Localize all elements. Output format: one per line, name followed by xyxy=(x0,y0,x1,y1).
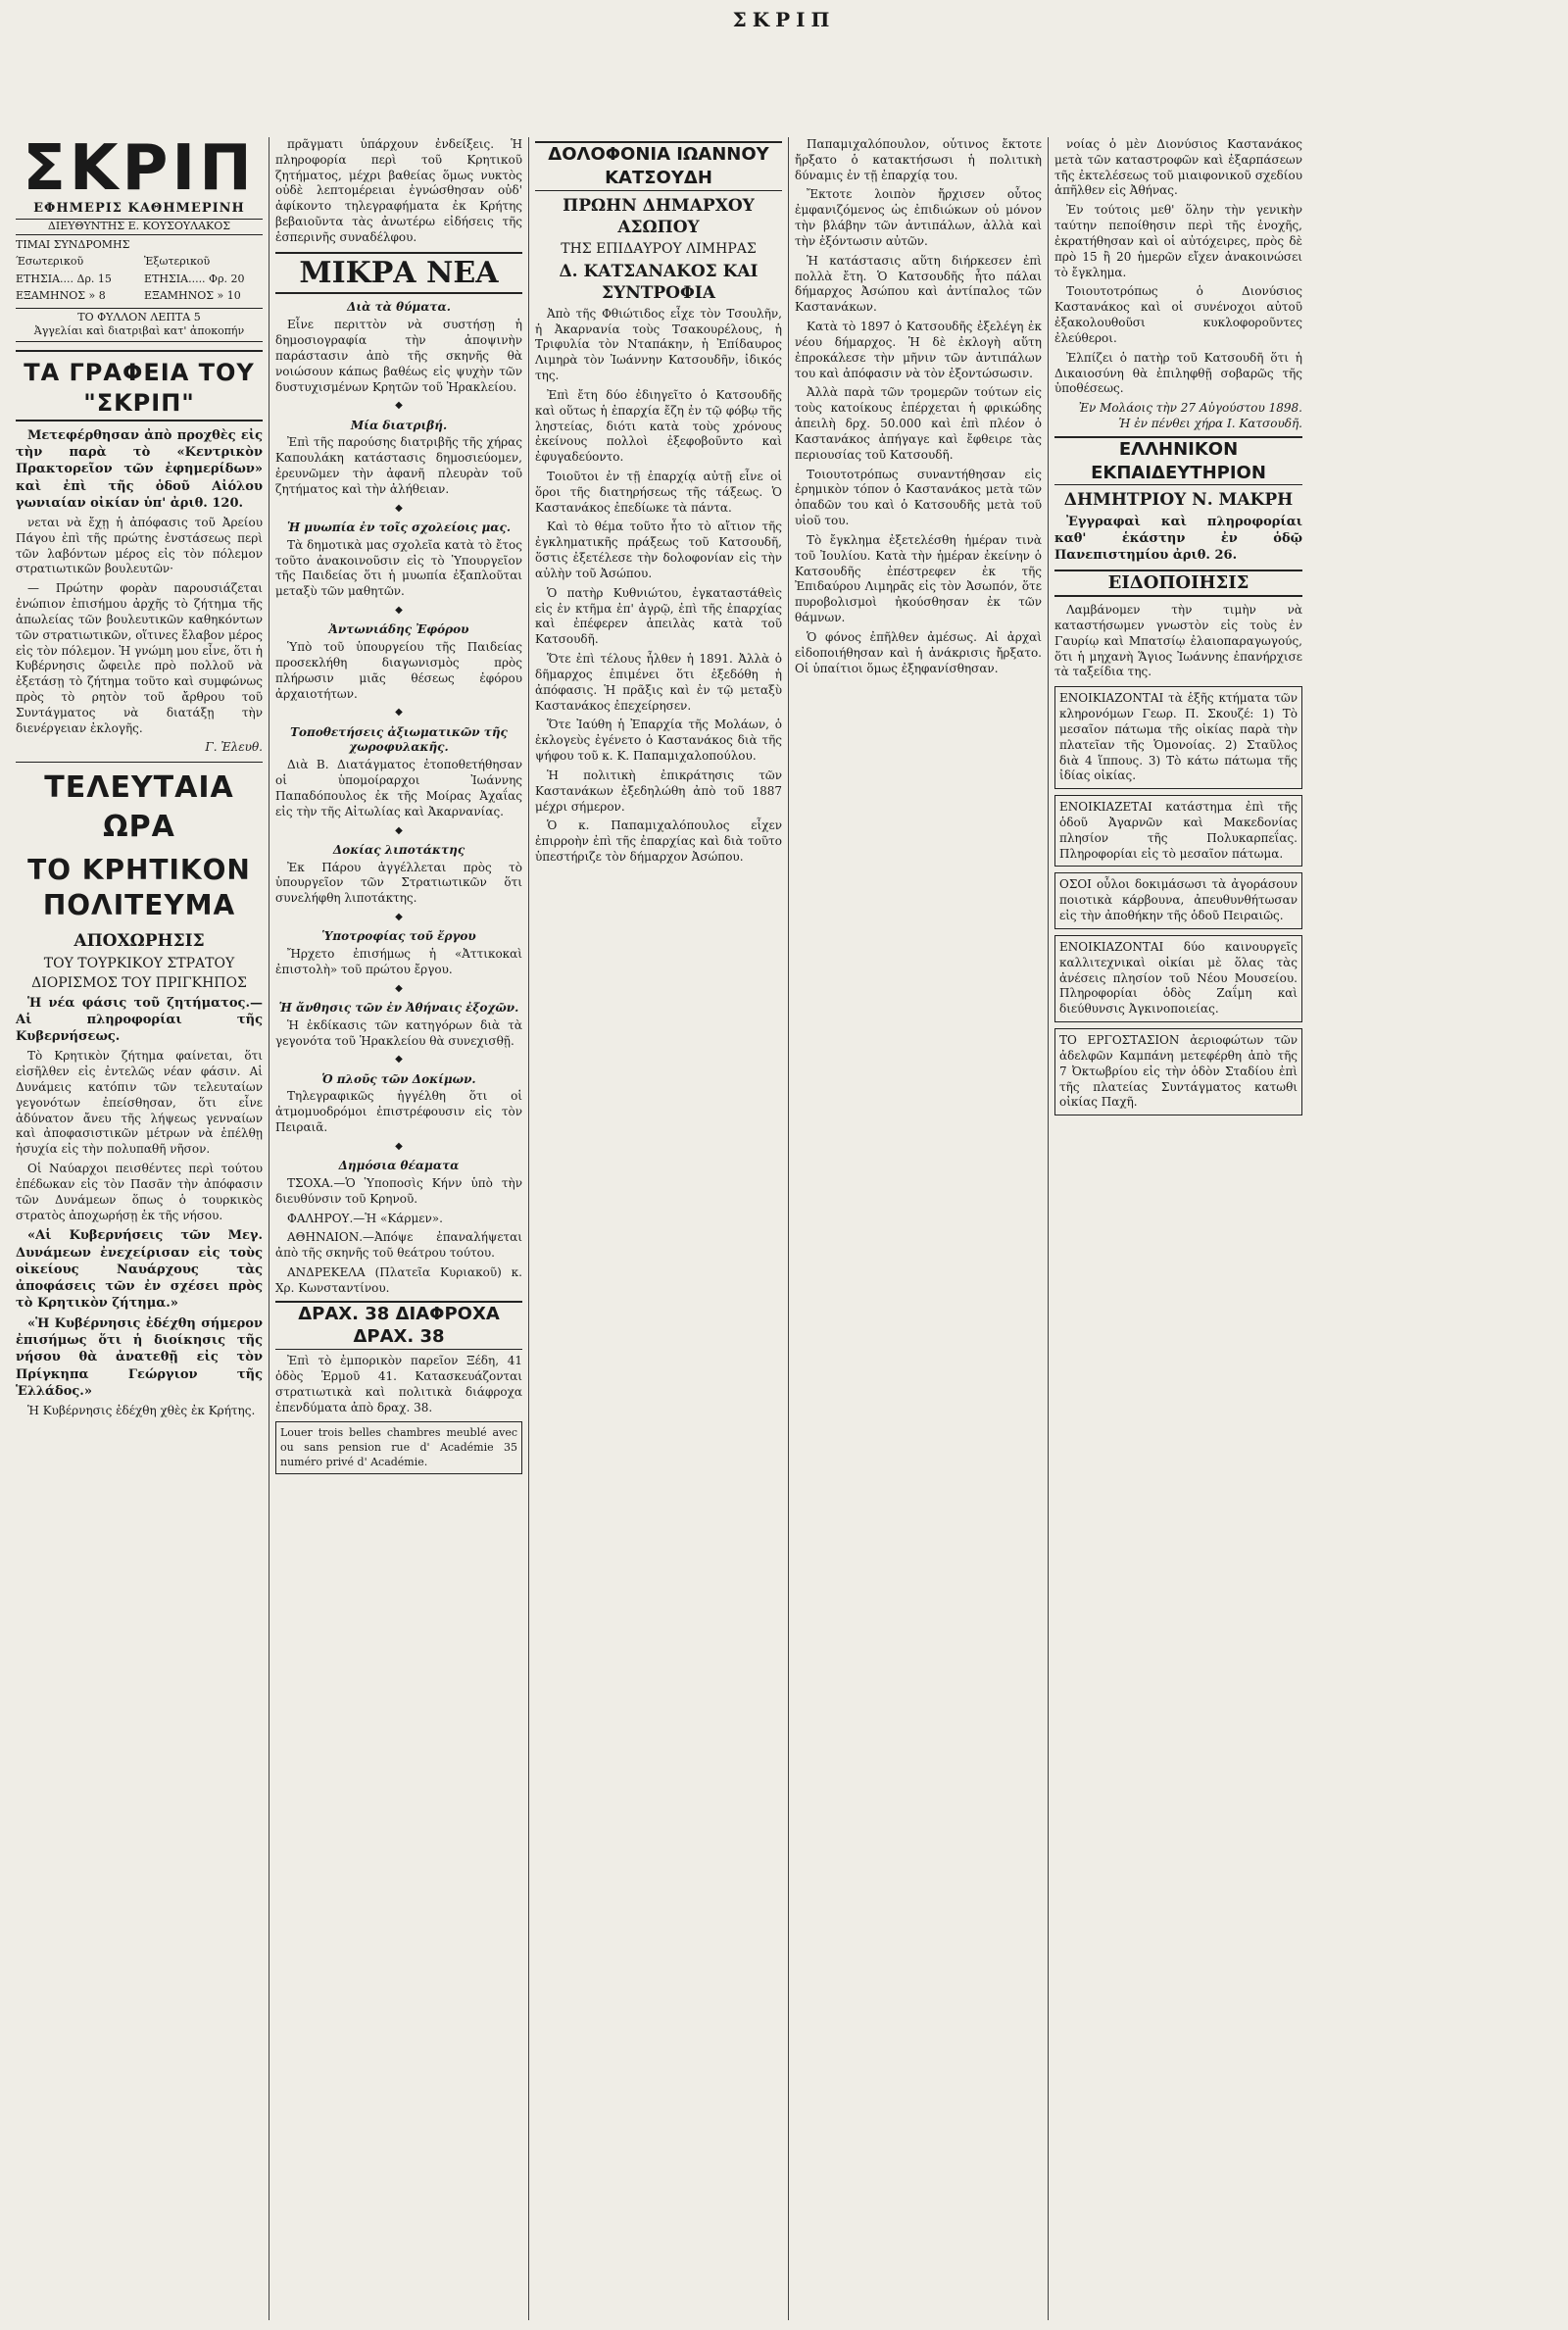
offices-title: ΤΑ ΓΡΑΦΕΙΑ ΤΟΥ "ΣΚΡΙΠ" xyxy=(16,358,263,421)
signature: Ἡ ἐν πένθει χήρα Ι. Κατσουδῆ. xyxy=(1118,417,1302,431)
masthead-notice: ΤΟ ΦΥΛΛΟΝ ΛΕΠΤΑ 5 Ἀγγελίαι καὶ διατριβαὶ κατ' ἀποκοπήν xyxy=(16,308,263,342)
article-text: Ὁ πατὴρ Κυθνιώτου, ἐγκαταστάθεὶς εἰς ἐν κτῆμα ἐπ' ἀγρῷ, ἐπὶ τῆς ἐπαρχίας καὶ ἐπέφερεν ἀπειλὰς κατὰ τοῦ Κατσουδῆ. xyxy=(535,585,782,647)
article-text: «Αἱ Κυβερνήσεις τῶν Μεγ. Δυνάμεων ἐνεχείρισαν εἰς τοὺς οἰκείους Ναυάρχους τὰς ἀποφάσεις τῶν ἐν σχέσει πρὸς τὸ Κρητικὸν ζήτημα.» xyxy=(16,1228,263,1311)
article-text: Ὅτε Ἰαύθη ἡ Ἐπαρχία τῆς Μολάων, ὁ ἐκλογεὺς ἐγένετο ὁ Καστανάκος διὰ τῆς ψήφου τοῦ κ. Κ. Παπαμιχαλοπούλου. xyxy=(535,718,782,764)
letter-date: Ἐν Μολάοις τὴν 27 Αὐγούστου 1898. xyxy=(1078,401,1302,416)
school-title: ΕΛΛΗΝΙΚΟΝ ΕΚΠΑΙΔΕΥΤΗΡΙΟΝ xyxy=(1054,436,1302,486)
column-4 xyxy=(789,137,1049,2320)
theatre-listing: ΑΝΔΡΕΚΕΛΑ (Πλατεῖα Κυριακοῦ) κ. Χρ. Κωνσταντίνου. xyxy=(275,1265,522,1295)
withdrawal-title: ΑΠΟΧΩΡΗΣΙΣ xyxy=(74,931,205,952)
theatre-listing: ΤΣΟΧΑ.—Ὁ Ὑποποσὶς Κήνν ὑπὸ τὴν διευθύνσιν τοῦ Κρηνοῦ. xyxy=(275,1175,522,1206)
price-annual-interior: ΕΤΗΣΙΑ.... Δρ. 15 xyxy=(16,272,112,285)
columns xyxy=(10,137,1558,2320)
price-exterior-label: Ἐξωτερικοῦ xyxy=(144,255,211,269)
prices-labels xyxy=(16,255,263,270)
article-text: Καὶ τὸ θέμα τοῦτο ἦτο τὸ αἴτιον τῆς ἐγκληματικῆς πράξεως τοῦ Κατσουδῆ, ὅστις ἐξετέλεσε τὴν δολοφονίαν εἰς τὴν αὐλὴν τοῦ Ἀσώπου. xyxy=(535,520,782,580)
diamond-ornament-icon: ◆ xyxy=(395,400,403,412)
article-text: Ἀλλὰ παρὰ τῶν τρομερῶν τούτων εἰς τοὺς κατοίκους ἐπέρχεται ἡ φρικώδης ἀπειλὴ δρχ. 50.000 καὶ ἐπὶ πλέον ὁ Καστανάκος ἀπήγαγε καὶ ἔφθειρε τὰς περιουσίας τοῦ Κατσουδῆ. xyxy=(795,385,1042,462)
article-text: «Ἡ Κυβέρνησις ἐδέχθη σήμερον ἐπισήμως ὅτι ἡ διοίκησις τῆς νήσου θὰ ἀνατεθῇ εἰς τὸν Πρίγκηπα Γεώργιον τῆς Ἑλλάδος.» xyxy=(16,1316,263,1399)
article-text: Παπαμιχαλόπουλον, οὗτινος ἔκτοτε ἤρξατο ὁ κατακτήσωσι ἡ πολιτικὴ δύναμις ἐν τῇ ἐπαρχίᾳ του. xyxy=(795,137,1042,182)
article-text: Οἱ Ναύαρχοι πεισθέντες περὶ τούτου ἐπέδωκαν εἰς τὸν Πασᾶν τὴν ἀπόφασιν τῶν Δυνάμεων ὅπως ὁ τουρκικὸς στρατὸς ἀποχωρήσῃ ἐκ τῆς νήσου. xyxy=(16,1162,263,1222)
turkish-army-title: ΤΟΥ ΤΟΥΡΚΙΚΟΥ ΣΤΡΑΤΟΥ xyxy=(43,955,235,971)
mikra-nea-title: ΜΙΚΡΑ ΝΕΑ xyxy=(275,252,522,295)
diamond-ornament-icon: ◆ xyxy=(395,982,403,994)
news-item-title: Ἡ ἄνθησις τῶν ἐν Ἀθήναις ἐξοχῶν. xyxy=(278,1000,519,1015)
masthead-director: ΔΙΕΥΘΥΝΤΗΣ Ε. ΚΟΥΣΟΥΛΑΚΟΣ xyxy=(16,219,263,235)
prince-title: ΔΙΟΡΙΣΜΟΣ ΤΟΥ ΠΡΙΓΚΗΠΟΣ xyxy=(31,975,247,992)
column-3 xyxy=(529,137,789,2320)
news-item-text: Εἶνε περιττὸν νὰ συστήσῃ ἡ δημοσιογραφία τὴν ἀποψινὴν παράστασιν ἀπὸ τῆς σκηνῆς θὰ νοιώσουν κάπως βαθέως εἰς ψυχὴν τῶν δυστυχισμένων Κρητῶν τοῦ Ἡρακλείου. xyxy=(275,318,522,394)
charcoal-ad: ΟΣΟΙ οὖλοι δοκιμάσωσι τὰ ἀγοράσουν ποιοτικὰ κάρβουνα, ἀπευθυνθήτωσαν εἰς τὴν ἀποθήκην τῆς ὁδοῦ Πειραιῶς. xyxy=(1054,872,1302,928)
news-item-title: Διὰ τὰ θύματα. xyxy=(347,300,451,315)
diamond-ornament-icon: ◆ xyxy=(395,502,403,514)
article-text: Ἡ πολιτικὴ ἐπικράτησις τῶν Καστανάκων ἐξεδηλώθη ἀπὸ τοῦ 1887 μέχρι σήμερον. xyxy=(535,768,782,814)
shop-rental-ad: ΕΝΟΙΚΙΑΖΕΤΑΙ κατάστημα ἐπὶ τῆς ὁδοῦ Ἀγαρνῶν καὶ Μακεδονίας πλησίον τῆς Πολυκαρπεΐας. Πληροφορίαι εἰς τὸ μεσαῖον πάτωμα. xyxy=(1054,795,1302,867)
theatre-listing: ΑΘΗΝΑΙΟΝ.—Ἀπόψε ἐπαναλήψεται ἀπὸ τῆς σκηνῆς τοῦ θεάτρου τούτου. xyxy=(275,1230,522,1261)
murder-title: ΔΟΛΟΦΟΝΙΑ ΙΩΑΝΝΟΥ ΚΑΤΣΟΥΔΗ xyxy=(535,141,782,191)
rooms-ad: Louer trois belles chambres meublé avec ou sans pension rue d' Académie 35 numéro privé d' Académie. xyxy=(275,1421,522,1474)
murder-subtitle-3: Δ. ΚΑΤΣΑΝΑΚΟΣ ΚΑΙ ΣΥΝΤΡΟΦΙΑ xyxy=(559,261,759,304)
news-item-title: Ὁ πλοῦς τῶν Δοκίμων. xyxy=(321,1071,476,1086)
news-item-text: Ἐπὶ τῆς παρούσης διατριβῆς τῆς χήρας Καπουλάκη κατάστασις δημοσιεύομεν, ἐρευνῶμεν τὴν ἀφανῆ πλευρὰν τοῦ ζητήματος καὶ τὴν ἀλήθειαν. xyxy=(275,435,522,496)
prices-head: ΤΙΜΑΙ ΣΥΝΔΡΟΜΗΣ xyxy=(16,237,130,251)
masthead-title: ΣΚΡΙΠ xyxy=(23,137,256,205)
factory-ad: ΤΟ ΕΡΓΟΣΤΑΣΙΟΝ ἀεριοφώτων τῶν ἀδελφῶν Καμπάνη μετεφέρθη ἀπὸ τῆς 7 Ὀκτωβρίου εἰς τὴν ὁδὸν Σταδίου ἐπὶ τῆς πλατείας Συντάγματος κατωθι οἰκίας Παχῆ. xyxy=(1054,1028,1302,1115)
diamond-ornament-icon: ◆ xyxy=(395,1054,403,1066)
signature: Γ. Ἐλευθ. xyxy=(205,740,263,755)
masthead-subtitle: ΕΦΗΜΕΡΙΣ ΚΑΘΗΜΕΡΙΝΗ xyxy=(33,201,245,216)
article-text: — Πρώτην φορὰν παρουσιάζεται ἐνώπιον ἐπισήμου ἀρχῆς τὸ ζήτημα τῆς ἀπωλείας τῶν βουλευτικῶν καθηκόντων τῶν στρατιωτικῶν, οἵτινες ἔλαβον μέρος εἰς τὸν πόλεμον. Ἡ γνώμη μου εἶνε, ὅτι ἡ Κυβέρνησις ὤφειλε πρὸ πολλοῦ νὰ ἐξετάσῃ τὸ ζήτημα τοῦτο καὶ συμφώνως πρὸς τὸ ρητὸν τοῦ ἄρθρου τοῦ Συντάγματος νὰ διατάξῃ τὴν διενέργειαν ἐκλογῆς. xyxy=(16,581,263,735)
news-item-text: Τὰ δημοτικὰ μας σχολεῖα κατὰ τὸ ἔτος τοῦτο ἀνακοινοῦσιν εἰς τὸ Ὑπουργεῖον τῆς Παιδείας ὅτι ἡ μυωπία ἐξαπλοῦται μεταξὺ τῶν μαθητῶν. xyxy=(275,537,522,599)
news-item-title: Ἀντωνιάδης Ἐφόρου xyxy=(328,622,469,637)
news-item-text: Διὰ Β. Διατάγματος ἐτοποθετήθησαν οἱ ὑπομοίραρχοι Ἰωάννης Παπαδόπουλος ἐκ τῆς Μοίρας Ἀχαΐας εἰς τὴν τῆς Αἰτωλίας καὶ Ἀκαρνανίας. xyxy=(275,758,522,818)
article-text: νεται νὰ ἔχῃ ἡ ἀπόφασις τοῦ Ἀρείου Πάγου ἐπὶ τῆς πρώτης ἐνστάσεως περὶ τῶν λαβόντων μέρος εἰς τὸν πόλεμον στρατιωτικῶν βουλευτῶν· xyxy=(16,515,263,576)
school-info: Ἐγγραφαὶ καὶ πληροφορίαι καθ' ἑκάστην ἐν ὁδῷ Πανεπιστημίου ἀριθ. 26. xyxy=(1054,514,1302,564)
article-text: Ὁ φόνος ἐπῆλθεν ἀμέσως. Αἱ ἀρχαὶ εἰδοποιήθησαν καὶ ἡ ἀνάκρισις ἤρξατο. Οἱ ὑπαίτιοι ὅμως ἐξηφανίσθησαν. xyxy=(795,629,1042,675)
article-text: Ἡ κατάστασις αὕτη διήρκεσεν ἐπὶ πολλὰ ἔτη. Ὁ Κατσουδῆς ἦτο πάλαι δήμαρχος Ἀσώπου καὶ ἀντίπαλος τῶν Καστανάκων. xyxy=(795,253,1042,315)
theatre-listing: ΦΑΛΗΡΟΥ.—Ἡ «Κάρμεν». xyxy=(287,1211,443,1225)
article-text: πρᾶγματι ὑπάρχουν ἐνδείξεις. Ἡ πληροφορία περὶ τοῦ Κρητικοῦ ζητήματος, μέχρι βαθείας ὅμως νυκτὸς οὐδὲ λεπτομέρειαι ἐγνώσθησαν οὐδ' ἀφίκοντο τηλεγραφήματα ἐκ Κρήτης βεβαιοῦντα τὰς ἀνωτέρω εἰδήσεις τῆς ἑσπερινῆς συναδέλφου. xyxy=(275,137,522,244)
news-item-title: Τοποθετήσεις ἀξιωματικῶν τῆς χωροφυλακῆς. xyxy=(290,724,508,755)
article-text: Τὸ ἔγκλημα ἐξετελέσθη ἡμέραν τινὰ τοῦ Ἰουλίου. Κατὰ τὴν ἡμέραν ἐκείνην ὁ Κατσουδῆς ἐπέστρεφεν ἐκ τῆς Ἐπιδαύρου Λιμηρᾶς εἰς τὸν Ἀσωπόν, ὅτε πυροβολισμοὶ ἠκούσθησαν ἐκ τῶν θάμνων. xyxy=(795,532,1042,625)
article-text: Κατὰ τὸ 1897 ὁ Κατσουδῆς ἐξελέγη ἐκ νέου δήμαρχος. Ἡ δὲ ἐκλογὴ αὕτη ἐπροκάλεσε τὴν μῆνιν τῶν ἀντιπάλων του καὶ ἀπόφασιν νὰ τὸν ἐξοντώσωσιν. xyxy=(795,320,1042,380)
murder-subtitle-2: ΤΗΣ ΕΠΙΔΑΥΡΟΥ ΛΙΜΗΡΑΣ xyxy=(561,241,757,258)
news-item-text: Τηλεγραφικῶς ἠγγέλθη ὅτι οἱ ἀτμομυοδρόμοι ἐπιστρέφουσιν εἰς τὸν Πειραιᾶ. xyxy=(275,1089,522,1135)
rental-ad: ΕΝΟΙΚΙΑΖΟΝΤΑΙ τὰ ἑξῆς κτήματα τῶν κληρονόμων Γεωρ. Π. Σκουζέ: 1) Τὸ μεσαῖον πάτωμα τῆς οἰκίας παρὰ τὴν πλατεῖαν τῆς Ὁμονοίας. 2) Σταῦλος διὰ 4 ἵππους. 3) Τὸ κάτω πάτωμα τῆς ἰδίας οἰκίας. xyxy=(1054,686,1302,789)
news-item-text: Ὑπὸ τοῦ ὑπουργείου τῆς Παιδείας προσεκλήθη διαγωνισμὸς πρὸς πλήρωσιν μιᾶς θέσεως ἐφόρου ἀρχαιοτήτων. xyxy=(275,640,522,701)
houses-rental-ad: ΕΝΟΙΚΙΑΖΟΝΤΑΙ δύο καινουργεῖς καλλιτεχνικαὶ οἰκίαι μὲ ὅλας τὰς ἀνέσεις πλησίον τοῦ Νέου Μουσείου. Πληροφορίαι ὁδὸς Ζαΐμη καὶ διεύθυνσις Ἀγκινοποιείας. xyxy=(1054,935,1302,1022)
article-text: Ἐλπίζει ὁ πατὴρ τοῦ Κατσουδῆ ὅτι ἡ Δικαιοσύνη θὰ ἐπιληφθῇ σοβαρῶς τῆς ὑποθέσεως. xyxy=(1054,350,1302,396)
article-text: Τοιουτοτρόπως συναντήθησαν εἰς ἐρημικὸν τόπον ὁ Καστανάκος μετὰ τῶν ὀπαδῶν του καὶ ὁ Κατσουδῆς μετὰ τοῦ υἱοῦ του. xyxy=(795,467,1042,528)
diamond-ornament-icon: ◆ xyxy=(395,912,403,922)
news-item-text: Ἤρχετο ἐπισήμως ἡ «Ἀττικοκαὶ ἐπιστολὴ» τοῦ πρώτου ἔργου. xyxy=(275,947,522,976)
divider xyxy=(16,762,263,763)
crete-title: ΤΟ ΚΡΗΤΙΚΟΝ ΠΟΛΙΤΕΥΜΑ xyxy=(27,853,251,922)
price-semester-exterior: ΕΞΑΜΗΝΟΣ » 10 xyxy=(144,289,241,303)
notice-text: Λαμβάνομεν τὴν τιμὴν νὰ καταστήσωμεν γνωστὸν εἰς τοὺς ἐν Γαυρίῳ καὶ Μπατσίῳ ἐλαιοπαραγωγούς, ὅτι ἡ μηχανὴ Ἅγιος Ἰωάννης ἐπανήρχισε τὰ ταξείδια της. xyxy=(1054,603,1302,679)
article-text: Ἐν τούτοις μεθ' ὅλην τὴν γενικὴν ταύτην πεποίθησιν περὶ τῆς ἐνοχῆς, ἐκρατήθησαν καὶ οἱ αὐτόχειρες, πρὸς δὲ πρὸ 15 ἢ 20 ἡμερῶν εἴχεν ἀνακοινώσει τὸ ἔγκλημα. xyxy=(1054,203,1302,279)
news-item-title: Μία διατριβή. xyxy=(350,418,448,432)
school-name: ΔΗΜΗΤΡΙΟΥ Ν. ΜΑΚΡΗ xyxy=(1063,490,1294,511)
running-head: ΣΚΡΙΠ xyxy=(732,8,836,31)
article-text: Ὅτε ἐπὶ τέλους ἦλθεν ἡ 1891. Ἀλλὰ ὁ δῆμαρχος ἐπιμένει ὅτι ἐξεδόθη ἡ ἀπόφασις. Ἡ πρᾶξις καὶ ἐν τῷ μεταξὺ Καστανάκος ἐπεχείρησεν. xyxy=(535,652,782,713)
article-text: Ἐπὶ ἔτη δύο ἐδιηγεῖτο ὁ Κατσουδῆς καὶ οὕτως ἡ ἐπαρχία ἔζη ἐν τῷ φόβῳ τῆς ληστείας, διότι κατὰ τοὺς χρόνους ἐκείνους πολλοὶ ἐξεφοβοῦντο καὶ ἐφυγαδεύοντο. xyxy=(535,387,782,465)
news-item-title: Ὑποτροφίας τοῦ ἔργου xyxy=(321,929,476,944)
column-5 xyxy=(1049,137,1308,2320)
news-item-title: Ἡ μυωπία ἐν τοῖς σχολείοις μας. xyxy=(286,520,512,534)
diamond-ornament-icon: ◆ xyxy=(395,707,403,719)
article-text: Ἀπὸ τῆς Φθιώτιδος εἶχε τὸν Τσουλῆν, ἡ Ἀκαρνανία τοὺς Τσακουρέλους, ἡ Τριφυλία τὸν Νταπάκην, ἡ Ἐπίδαυρος Λιμηρὰ τὸν Ἰωάννην Κατσουδῆν, ἰδικός της. xyxy=(535,306,782,383)
murder-subtitle: ΠΡΩΗΝ ΔΗΜΑΡΧΟΥ ΑΣΩΠΟΥ xyxy=(563,195,755,237)
price-semester-interior: ΕΞΑΜΗΝΟΣ » 8 xyxy=(16,289,106,303)
offices-text: Μετεφέρθησαν ἀπὸ προχθὲς εἰς τὴν παρὰ τὸ «Κεντρικὸν Πρακτορεῖον τῶν ἐφημερίδων» καὶ ἐπὶ τῆς ὁδοῦ Αἰόλου γωνιαίαν οἰκίαν ὑπ' ἀριθ. 120. xyxy=(16,428,263,511)
news-item-title: Δοκίας λιποτάκτης xyxy=(332,842,466,857)
diamond-ornament-icon: ◆ xyxy=(395,824,403,836)
price-annual-exterior: ΕΤΗΣΙΑ..... Φρ. 20 xyxy=(144,272,245,285)
prices-row-2 xyxy=(16,289,263,304)
diamond-ornament-icon: ◆ xyxy=(395,1140,403,1152)
news-item-text: Ἡ ἐκδίκασις τῶν κατηγόρων διὰ τὰ γεγονότα τοῦ Ἡρακλείου θὰ συνεχισθῇ. xyxy=(275,1017,522,1048)
article-text: Τοιοῦτοι ἐν τῇ ἐπαρχίᾳ αὐτῇ εἶνε οἱ ὅροι τῆς διατηρήσεως τῆς τάξεως. Ὁ Καστανάκος ἐπεδίωκε τὰ πάντα. xyxy=(535,470,782,515)
article-text: Ἔκτοτε λοιπὸν ἤρχισεν οὗτος ἐμφανιζόμενος ὡς ἐπιδιώκων οὐ μόνον τὴν βλάβην τῶν ἀντιπάλων, ἀλλὰ καὶ τὴν ἐξόντωσιν αὐτῶν. xyxy=(795,187,1042,248)
article-text: Ὁ κ. Παπαμιχαλόπουλος εἶχεν ἐπιρροὴν ἐπὶ τῆς ἐπαρχίας καὶ διὰ τοῦτο ὑπεστήριζε τὸν δήμαρχον Ἀσώπου. xyxy=(535,818,782,865)
raincoat-ad-title: ΔΡΑΧ. 38 ΔΙΑΦΡΟΧΑ ΔΡΑΧ. 38 xyxy=(275,1301,522,1351)
lead-text: Ἡ νέα φάσις τοῦ ζητήματος.— Αἱ πληροφορίαι τῆς Κυβερνήσεως. xyxy=(16,995,263,1045)
notices-title: ΕΙΔΟΠΟΙΗΣΙΣ xyxy=(1054,570,1302,597)
article-text: Τὸ Κρητικὸν ζήτημα φαίνεται, ὅτι εἰσῆλθεν εἰς ἐντελῶς νέαν φάσιν. Αἱ Δυνάμεις κατόπιν τῶν τελευταίων γεγονότων ἐπείσθησαν, ὅτι εἶνε ἀδύνατον ἄνευ τῆς λήψεως γενναίων καὶ ἀποφασιστικῶν μέτρων νὰ ἐπέλθῃ ἡσυχία εἰς τὴν πολυπαθῆ νῆσον. xyxy=(16,1049,263,1157)
column-1 xyxy=(10,137,270,2320)
masthead xyxy=(16,137,263,352)
diamond-ornament-icon: ◆ xyxy=(395,605,403,617)
raincoat-ad-text: Ἐπὶ τὸ ἐμπορικὸν παρεῖον Ξέδη, 41 ὁδὸς Ἑρμοῦ 41. Κατασκευάζονται στρατιωτικὰ καὶ πολιτικὰ διάφροχα ἐπενδύματα ἀπὸ δραχ. 38. xyxy=(275,1354,522,1414)
article-text: νοίας ὁ μὲν Διονύσιος Καστανάκος μετὰ τῶν καταστροφῶν καὶ ἐξαρπάσεων τῆς ἐκτελέσεως τοῦ μιαιφονικοῦ σχεδίου ἀπῆλθεν εἰς Ἀθήνας. xyxy=(1054,137,1302,198)
column-2 xyxy=(270,137,529,2320)
prices-row-1 xyxy=(16,273,263,287)
news-item-title: Δημόσια θέαματα xyxy=(338,1159,460,1173)
article-text: Ἡ Κυβέρνησις ἐδέχθη χθὲς ἐκ Κρήτης. xyxy=(27,1403,256,1417)
news-item-text: Ἐκ Πάρου ἀγγέλλεται πρὸς τὸ ὑπουργεῖον τῶν Στρατιωτικῶν ὅτι συνελήφθη λιποτάκτης. xyxy=(275,860,522,906)
price-interior-label: Έσωτερικοῦ xyxy=(16,255,84,269)
article-text: Τοιουτοτρόπως ὁ Διονύσιος Καστανάκος καὶ οἱ συνένοχοι αὐτοῦ ἐξακολουθοῦσι κυκλοφοροῦντες ἐλεύθεροι. xyxy=(1054,284,1302,345)
last-hour-title: ΤΕΛΕΥΤΑΙΑ ΩΡΑ xyxy=(44,770,234,844)
